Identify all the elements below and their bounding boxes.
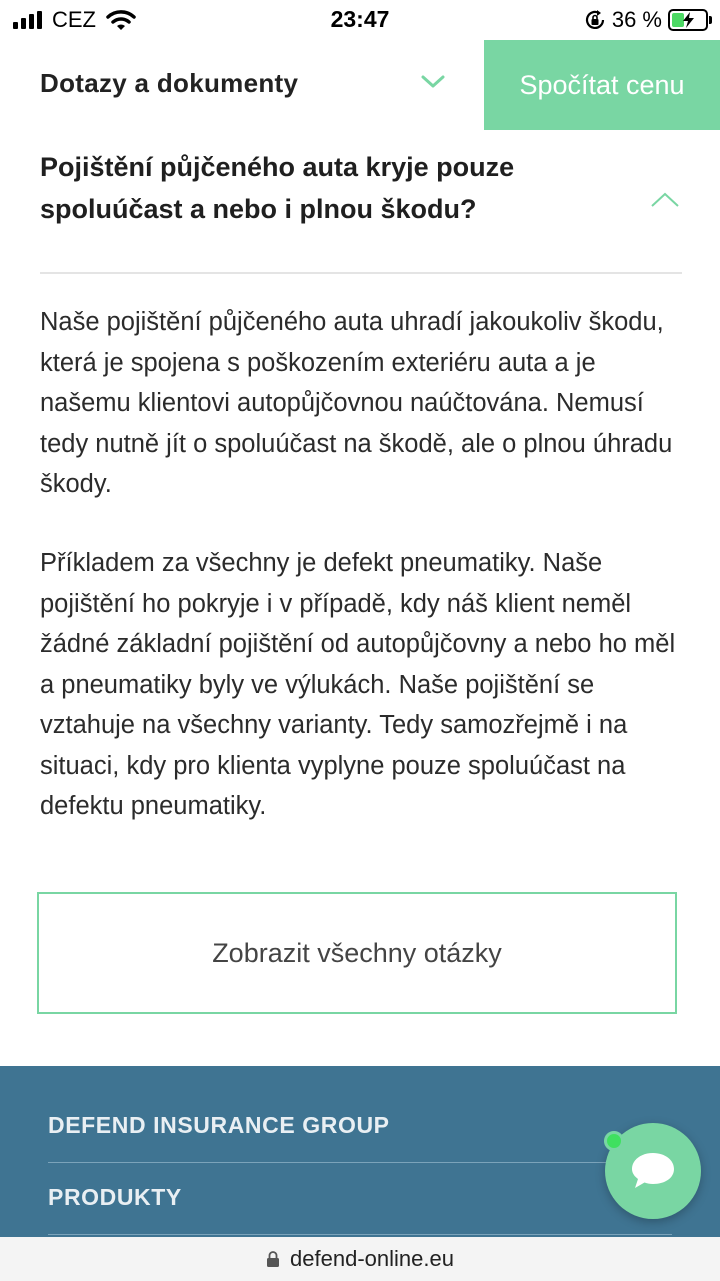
carrier-name: CEZ bbox=[52, 7, 96, 32]
faq-answer-paragraph: Příkladem za všechny je defekt pneumatiky. Naše pojištění ho pokryje i v případě, kdy náš klient neměl žádné základní pojištění od autopůjčovny a nebo ho měl a pneumatiky byly ve výlukách. Naše pojištění se vztahuje na všechny varianty. Tedy samozřejmě i na situaci, kdy pro klienta vyplyne pouze spoluúčast na defektu pneumatiky. bbox=[40, 549, 676, 820]
faq-answer-paragraph: Naše pojištění půjčeného auta uhradí jakoukoliv škodu, která je spojena s poškozením exteriéru auta a je našemu klientovi autopůjčovnou naúčtována. Nemusí tedy nutně jít o spoluúčast na škodě, ale o plnou úhradu škody. bbox=[40, 308, 673, 498]
rotation-lock-icon bbox=[584, 9, 606, 31]
status-bar bbox=[0, 0, 720, 40]
footer-link-defend-insurance-group[interactable]: DEFEND INSURANCE GROUP bbox=[48, 1112, 390, 1138]
calculate-price-button[interactable]: Spočítat cenu bbox=[484, 40, 720, 130]
battery-charging-icon bbox=[668, 9, 708, 31]
browser-address-bar[interactable] bbox=[0, 1237, 720, 1281]
divider bbox=[48, 1234, 672, 1235]
url-text: defend-online.eu bbox=[290, 1246, 454, 1271]
page-header bbox=[0, 40, 720, 132]
online-status-dot bbox=[604, 1131, 624, 1151]
chat-bubble-icon bbox=[630, 1151, 676, 1191]
divider bbox=[40, 272, 682, 274]
chevron-down-icon[interactable] bbox=[420, 72, 446, 92]
chevron-up-icon[interactable] bbox=[650, 190, 680, 210]
battery-percentage: 36 % bbox=[611, 7, 662, 32]
footer-link-produkty[interactable]: PRODUKTY bbox=[48, 1184, 182, 1210]
clock: 23:47 bbox=[330, 6, 390, 32]
faq-question[interactable]: Pojištění půjčeného auta kryje pouze spoluúčast a nebo i plnou škodu? bbox=[40, 152, 515, 224]
show-all-questions-button[interactable]: Zobrazit všechny otázky bbox=[37, 892, 677, 1014]
lock-icon bbox=[266, 1250, 280, 1268]
divider bbox=[48, 1162, 672, 1163]
section-dropdown-title[interactable]: Dotazy a dokumenty bbox=[40, 68, 299, 98]
